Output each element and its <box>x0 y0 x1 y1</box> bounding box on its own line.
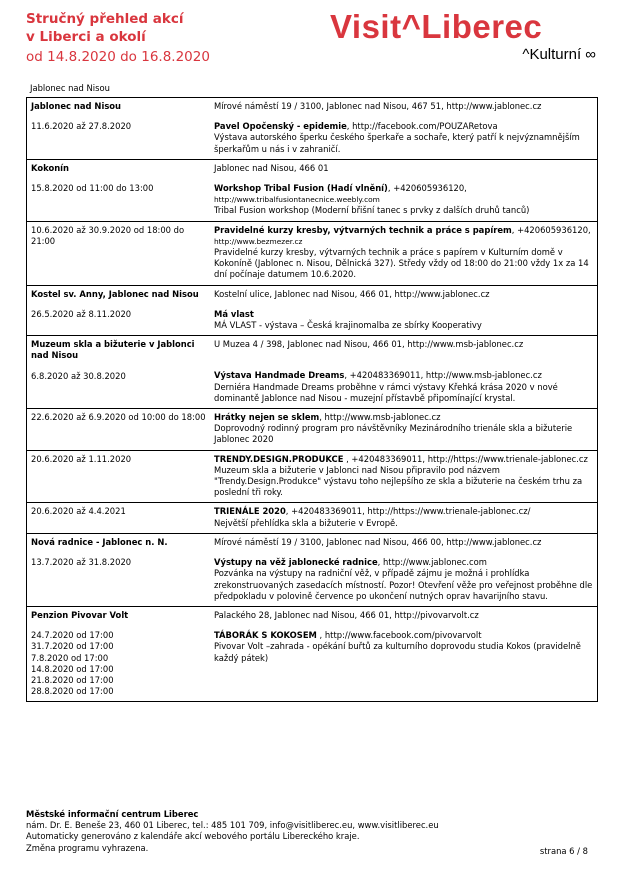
event-description: Pozvánka na výstupy na radniční věž, v případě zájmu je možná i prohlídka zrekonstruovaných zasedacích místností. Pozor! Otevření věže pro veřejnost proběhne dle předpokladu v polovině července po ukončení nutných oprav havarijního stavu. <box>214 568 593 601</box>
event-title: Workshop Tribal Fusion (Hadí vlnění) <box>214 183 388 194</box>
logo-sub-text: ^Kulturní ∞ <box>522 46 596 63</box>
event-description: MÁ VLAST - výstava – Česká krajinomalba ze sbírky Kooperativy <box>214 320 482 331</box>
document-header <box>26 10 210 66</box>
footer-address: nám. Dr. E. Beneše 23, 460 01 Liberec, tel.: 485 101 709, info@visitliberec.eu, www.visitliberec.eu <box>26 820 439 831</box>
page-number: strana 6 / 8 <box>539 846 588 856</box>
event-date: 7.8.2020 od 17:00 <box>31 652 109 663</box>
table-row <box>27 98 598 160</box>
venue-name: Penzion Pivovar Volt <box>31 609 129 620</box>
event-date: 20.6.2020 až 4.4.2021 <box>31 506 126 517</box>
header-date-range: od 14.8.2020 do 16.8.2020 <box>26 49 210 65</box>
venue-name: Kokonín <box>31 162 69 173</box>
event-title: Hrátky nejen se sklem <box>214 412 320 423</box>
event-description: Derniéra Handmade Dreams proběhne v rámci výstavy Křehká krása 2020 v nové dominantě Jablonce nad Nisou - muzejní přístavbě připomínající krystal. <box>214 381 558 403</box>
document-footer <box>26 809 598 854</box>
event-date: 15.8.2020 od 11:00 do 13:00 <box>31 183 154 194</box>
footer-note-changes: Změna programu vyhrazena. <box>26 842 149 853</box>
events-table <box>26 97 598 702</box>
table-row <box>27 606 598 701</box>
event-date: 20.6.2020 až 1.11.2020 <box>31 453 132 464</box>
event-title: Výstava Handmade Dreams <box>214 370 345 381</box>
event-description: Pivovar Volt –zahrada - opékání buřtů za kulturního doprovodu studia Kokos (pravidelně každý pátek) <box>214 641 581 663</box>
event-url: http://www.tribalfusiontanecnice.weebly.com <box>214 195 380 205</box>
event-contact: , http://www.jablonec.com <box>377 557 487 568</box>
event-description: Největší přehlídka skla a bižuterie v Evropě. <box>214 517 398 528</box>
event-title: Pavel Opočenský - epidemie <box>214 121 347 132</box>
event-contact: , +420605936120, <box>511 224 591 235</box>
event-date: 28.8.2020 od 17:00 <box>31 686 114 697</box>
table-row <box>27 533 598 606</box>
event-description: Doprovodný rodinný program pro návštěvníky Mezinárodního trienále skla a bižuterie Jablonec 2020 <box>214 423 573 445</box>
event-date: 26.5.2020 až 8.11.2020 <box>31 308 132 319</box>
event-date: 10.6.2020 až 30.9.2020 od 18:00 do 21:00 <box>31 224 185 246</box>
event-description: Pravidelné kurzy kresby, výtvarných technik a práce s papírem v Kulturním domě v Kokoníně (Jablonec n. Nisou, Dělnická 327). Středy vždy od 18:00 do 21:00 vždy 1x za 14 dní počínaje datumem 10.6.2020. <box>214 247 589 280</box>
event-contact: , http://www.facebook.com/pivovarvolt <box>316 630 482 641</box>
table-row <box>27 221 598 285</box>
event-date: 22.6.2020 až 6.9.2020 od 10:00 do 18:00 <box>31 412 206 423</box>
header-title-line2: v Liberci a okolí <box>26 29 146 45</box>
event-title: Pravidelné kurzy kresby, výtvarných technik a práce s papírem <box>214 224 512 235</box>
visit-liberec-logo <box>330 8 602 68</box>
event-description: Muzeum skla a bižuterie v Jablonci nad Nisou připravilo pod názvem "Trendy.Design.Produkce" výstavu toho nejlepšího ze skla a bižuterie na českém trhu za poslední tři roky. <box>214 464 583 498</box>
event-title: TRENDY.DESIGN.PRODUKCE <box>214 453 344 464</box>
event-title: Výstupy na věž jablonecké radnice <box>214 557 378 568</box>
event-date: 6.8.2020 až 30.8.2020 <box>31 370 126 381</box>
footer-note-generated: Automaticky generováno z kalendáře akcí webového portálu Libereckého kraje. <box>26 831 360 842</box>
table-row <box>27 285 598 336</box>
event-contact: , +420483369011, http://https://www.trienale-jablonec.cz <box>343 453 588 464</box>
event-contact: , http://facebook.com/POUZARetova <box>346 121 498 132</box>
event-contact: , +420483369011, http://https://www.trienale-jablonec.cz/ <box>285 506 531 517</box>
venue-address: Kostelní ulice, Jablonec nad Nisou, 466 01, http://www.jablonec.cz <box>214 288 490 299</box>
event-contact: , http://www.msb-jablonec.cz <box>319 412 441 423</box>
table-row <box>27 503 598 533</box>
event-date: 21.8.2020 od 17:00 <box>31 674 114 685</box>
event-date: 13.7.2020 až 31.8.2020 <box>31 557 132 568</box>
event-title: TRIENÁLE 2020 <box>214 506 286 517</box>
event-contact: , +420605936120, <box>387 183 467 194</box>
footer-org: Městské informační centrum Liberec <box>26 809 199 819</box>
logo-main-text: Visit^Liberec <box>330 8 543 45</box>
venue-name: Nová radnice - Jablonec n. N. <box>31 536 168 547</box>
event-title: TÁBORÁK S KOKOSEM <box>214 630 317 641</box>
event-date: 11.6.2020 až 27.8.2020 <box>31 121 132 132</box>
event-url: http://www.bezmezer.cz <box>214 236 303 246</box>
event-title: Má vlast <box>214 308 254 319</box>
table-row <box>27 336 598 409</box>
event-date: 14.8.2020 od 17:00 <box>31 663 114 674</box>
event-contact: , +420483369011, http://www.msb-jablonec.cz <box>344 370 542 381</box>
venue-name: Muzeum skla a bižuterie v Jablonci nad Nisou <box>31 339 195 361</box>
venue-name: Jablonec nad Nisou <box>31 101 122 111</box>
venue-address: Palackého 28, Jablonec nad Nisou, 466 01, http://pivovarvolt.cz <box>214 609 479 620</box>
table-row <box>27 409 598 451</box>
event-date: 24.7.2020 od 17:00 <box>31 630 114 641</box>
table-row <box>27 159 598 221</box>
location-label: Jablonec nad Nisou <box>30 83 110 93</box>
venue-address: Jablonec nad Nisou, 466 01 <box>214 162 329 173</box>
venue-address: Mírové náměstí 19 / 3100, Jablonec nad Nisou, 467 51, http://www.jablonec.cz <box>214 101 542 111</box>
table-row <box>27 450 598 503</box>
venue-address: Mírové náměstí 19 / 3100, Jablonec nad Nisou, 466 00, http://www.jablonec.cz <box>214 536 542 547</box>
event-description: Výstava autorského šperku českého šperkaře a sochaře, který patří k nejvýznamnějším šperkařům u nás i v zahraničí. <box>214 132 580 154</box>
venue-address: U Muzea 4 / 398, Jablonec nad Nisou, 466 01, http://www.msb-jablonec.cz <box>214 339 524 350</box>
header-title-line1: Stručný přehled akcí <box>26 11 184 27</box>
venue-name: Kostel sv. Anny, Jablonec nad Nisou <box>31 288 199 299</box>
event-date: 31.7.2020 od 17:00 <box>31 641 114 652</box>
event-description: Tribal Fusion workshop (Moderní břišní tanec s prvky z dalších druhů tanců) <box>214 205 530 216</box>
